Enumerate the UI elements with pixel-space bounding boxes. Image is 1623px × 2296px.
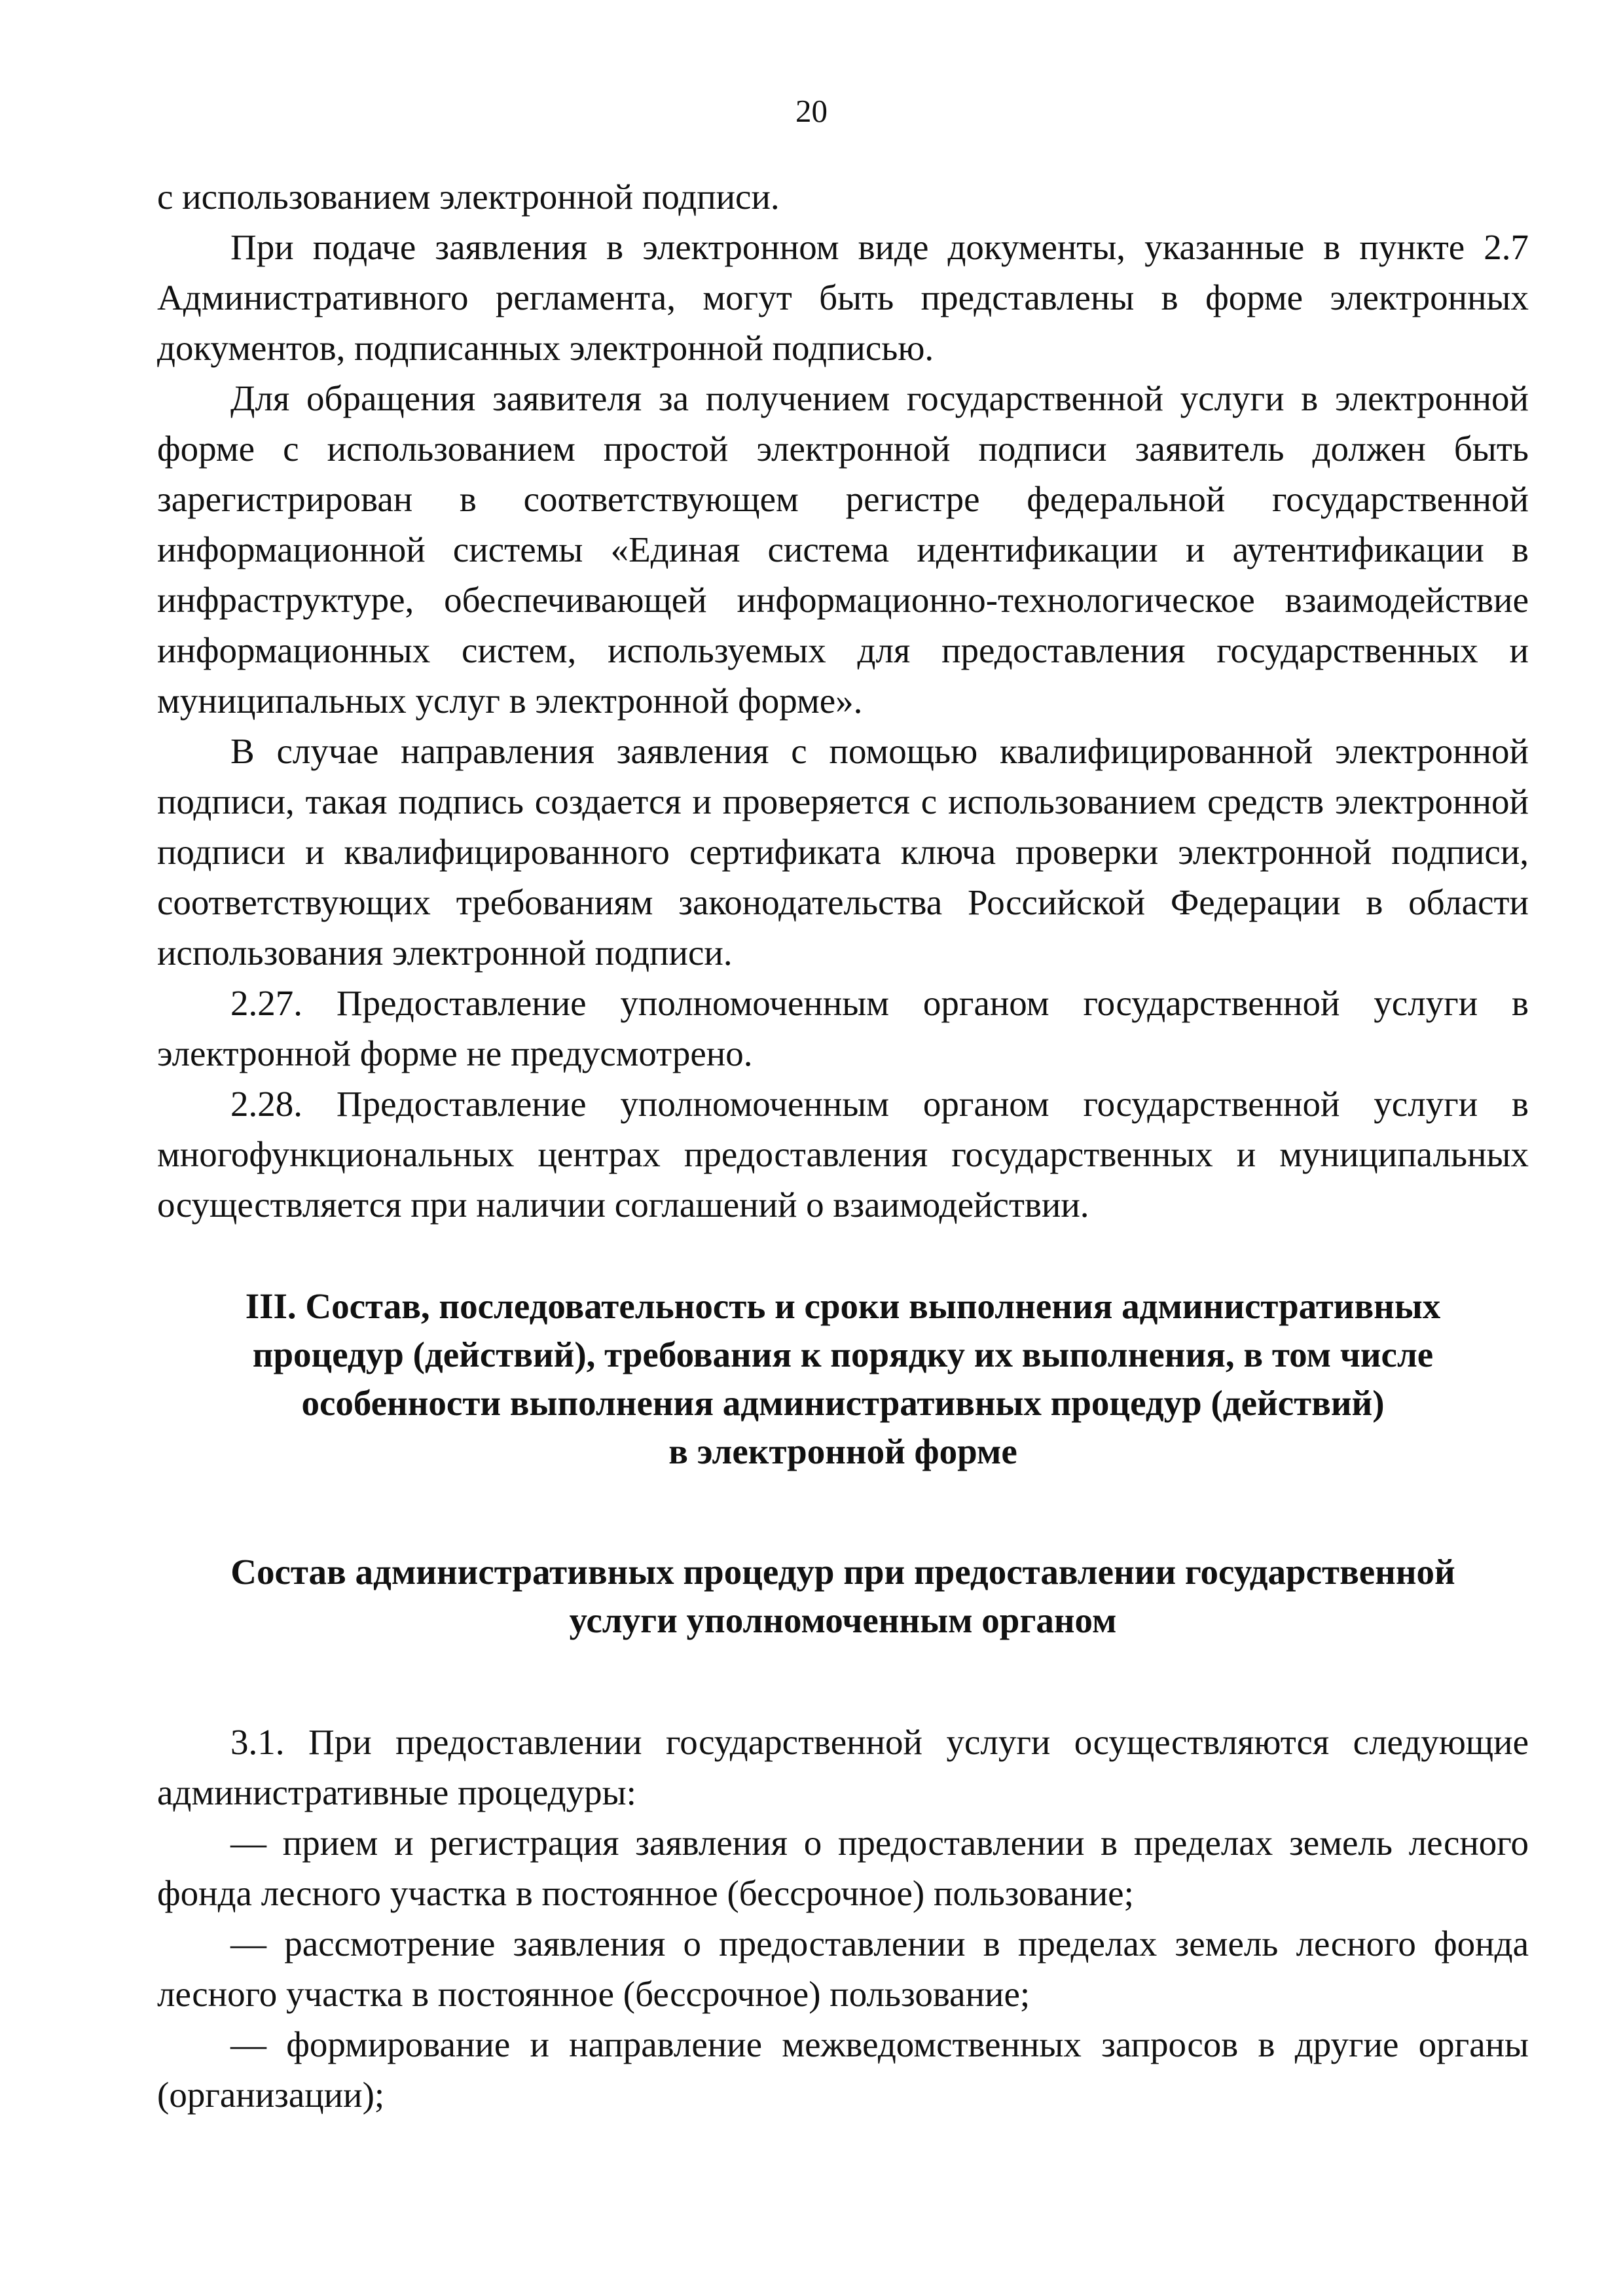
paragraph-3-1: 3.1. При предоставлении государственной услуги осуществляются следующие административные процедуры: xyxy=(157,1722,1529,1812)
section-heading-line: III. Состав, последовательность и сроки выполнения административных xyxy=(245,1286,1441,1326)
list-item-procedure: — прием и регистрация заявления о предоставлении в пределах земель лесного фонда лесного участка в постоянное (бессрочное) пользование; xyxy=(157,1823,1529,1913)
paragraph-2-27: 2.27. Предоставление уполномоченным органом государственной услуги в электронной форме не предусмотрено. xyxy=(157,983,1529,1073)
section-heading-line: в электронной форме xyxy=(668,1431,1017,1471)
page-number: 20 xyxy=(795,93,828,129)
section-heading xyxy=(157,1282,1529,1476)
paragraph-continuation: с использованием электронной подписи. xyxy=(157,177,780,217)
list-item-procedure: — формирование и направление межведомственных запросов в другие органы (организации); xyxy=(157,2024,1529,2115)
subheading xyxy=(157,1548,1529,1645)
list-item-procedure: — рассмотрение заявления о предоставлении в пределах земель лесного фонда лесного участка в постоянное (бессрочное) пользование; xyxy=(157,1924,1529,2014)
subheading-line: Состав административных процедур при предоставлении государственной xyxy=(230,1552,1455,1592)
paragraph-2-28: 2.28. Предоставление уполномоченным органом государственной услуги в многофункциональных центрах предоставления государственных и муниципальных осуществляется при наличии соглашений о взаимодействии. xyxy=(157,1084,1529,1225)
paragraph-qualified-signature: В случае направления заявления с помощью квалифицированной электронной подписи, такая подпись создается и проверяется с использованием средств электронной подписи и квалифицированного сертификата ключа проверки электронной подписи, соответствующих требованиям законодательства Российской Федерации в области использования электронной подписи. xyxy=(157,731,1529,973)
section-heading-line: процедур (действий), требования к порядку их выполнения, в том числе xyxy=(252,1335,1434,1374)
document-body xyxy=(157,171,1529,2120)
paragraph-electronic-documents: При подаче заявления в электронном виде документы, указанные в пункте 2.7 Административного регламента, могут быть представлены в форме электронных документов, подписанных электронной подписью. xyxy=(157,227,1529,368)
subheading-line: услуги уполномоченным органом xyxy=(569,1600,1117,1640)
paragraph-simple-signature: Для обращения заявителя за получением государственной услуги в электронной форме с использованием простой электронной подписи заявитель должен быть зарегистрирован в соответствующем регистре федеральной государственной информационной системы «Единая система идентификации и аутентификации в инфраструктуре, обеспечивающей информационно-технологическое взаимодействие информационных систем, используемых для предоставления государственных и муниципальных услуг в электронной форме». xyxy=(157,378,1529,721)
section-heading-line: особенности выполнения административных процедур (действий) xyxy=(301,1383,1385,1423)
